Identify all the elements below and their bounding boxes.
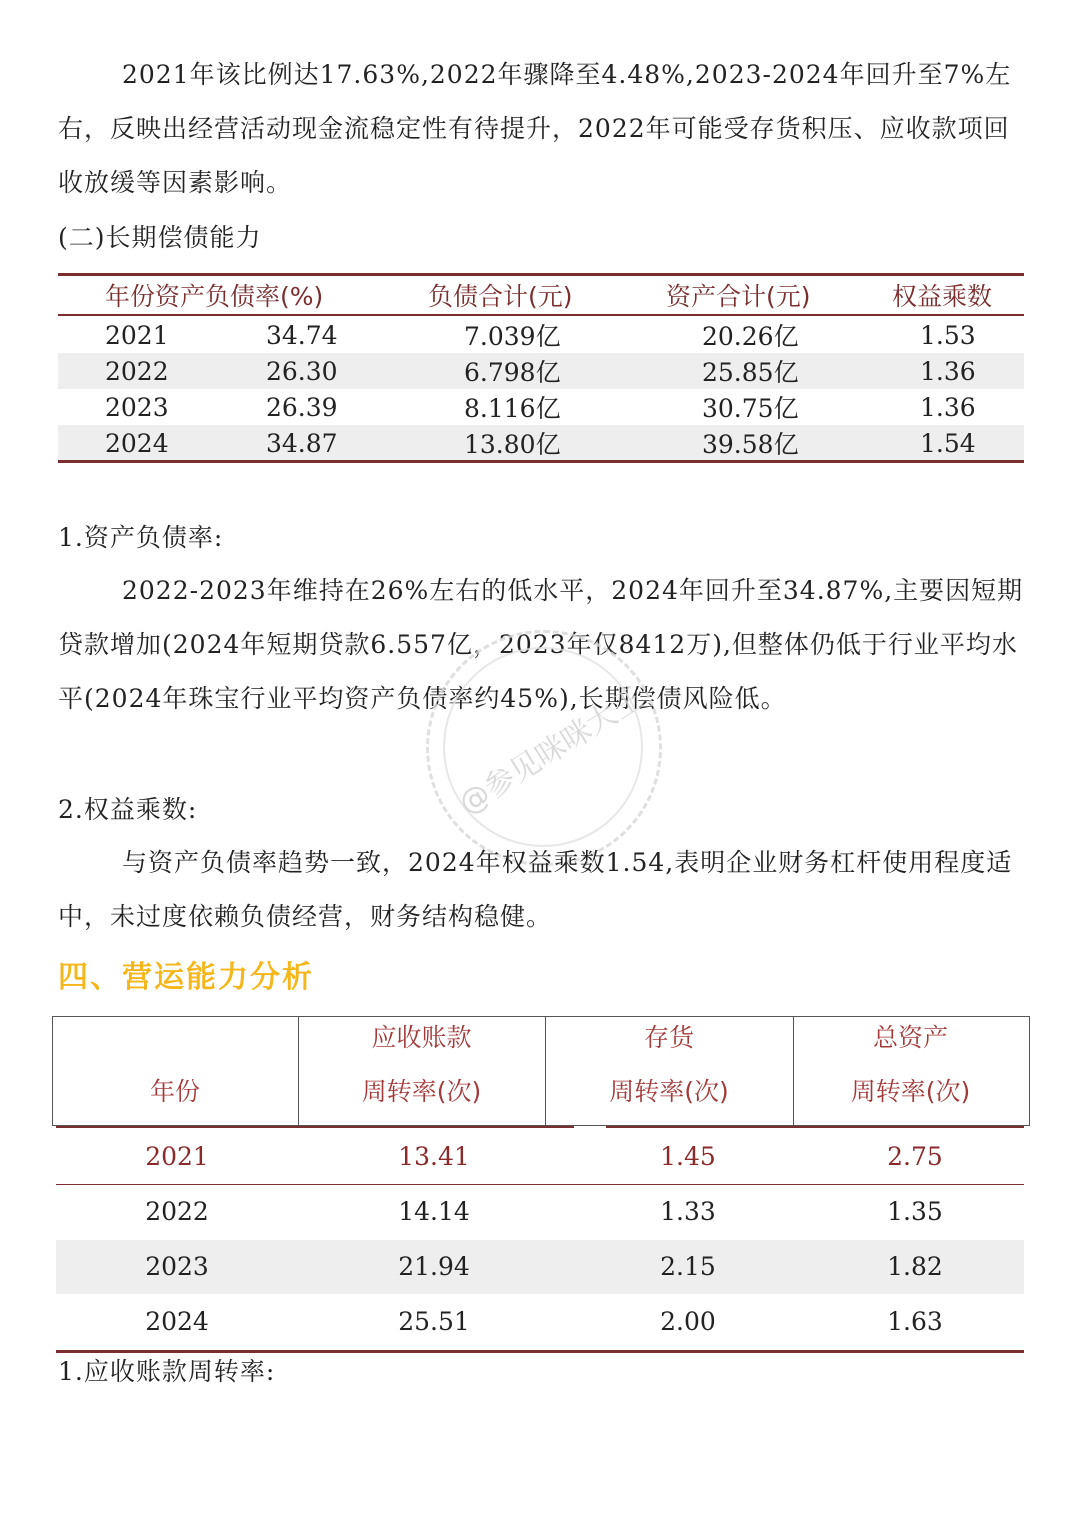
table-row xyxy=(56,1130,1024,1184)
table-row xyxy=(58,353,1024,389)
header-year: 年份 xyxy=(149,1077,200,1106)
equity-multiplier-paragraph: 与资产负债率趋势一致，2024年权益乘数1.54,表明企业财务杠杆使用程度适中，未过度依赖负债经营，财务结构稳健。 xyxy=(58,848,1013,931)
header-assets: 资产合计(元) xyxy=(666,282,811,311)
cell-liabilities: 8.116亿 xyxy=(464,394,561,423)
cell-assets: 1.82 xyxy=(887,1252,943,1281)
table-header-row xyxy=(58,277,1024,313)
header-year-ratio: 年份资产负债率(%) xyxy=(105,282,324,311)
cell-receivable: 25.51 xyxy=(398,1307,470,1336)
intro-paragraph: 2021年该比例达17.63%,2022年骤降至4.48%,2023-2024年回升至7%左右，反映出经营活动现金流稳定性有待提升，2022年可能受存货积压、应收款项回收放缓等因素影响。 xyxy=(58,60,1012,197)
cell-assets: 30.75亿 xyxy=(702,394,799,423)
debt-ratio-title: 1.资产负债率: xyxy=(58,523,224,552)
cell-year: 2022 xyxy=(105,356,169,386)
table-row xyxy=(56,1295,1024,1349)
cell-assets: 20.26亿 xyxy=(702,322,799,351)
header-inventory-top: 存货 xyxy=(643,1023,694,1052)
cell-assets: 1.63 xyxy=(887,1307,943,1336)
equity-multiplier-title: 2.权益乘数: xyxy=(58,795,198,824)
cell-liabilities: 13.80亿 xyxy=(464,430,561,459)
table-row xyxy=(58,317,1024,353)
cell-ratio: 26.30 xyxy=(266,356,338,386)
cell-receivable: 13.41 xyxy=(398,1142,470,1171)
cell-assets: 1.35 xyxy=(887,1197,943,1226)
table-bottom-rule xyxy=(58,460,1024,463)
cell-ratio: 34.74 xyxy=(266,320,338,350)
cell-assets: 2.75 xyxy=(887,1142,943,1171)
header-assets-top: 总资产 xyxy=(872,1023,948,1052)
cell-ratio: 34.87 xyxy=(266,428,338,458)
table-top-rule xyxy=(58,273,1024,276)
long-term-title: (二)长期偿债能力 xyxy=(58,223,262,252)
watermark-text: @参见咪咪大王 xyxy=(452,680,650,822)
cell-liabilities: 7.039亿 xyxy=(464,322,561,351)
debt-ratio-paragraph: 2022-2023年维持在26%左右的低水平，2024年回升至34.87%,主要因短期贷款增加(2024年短期贷款6.557亿，2023年仅8412万),但整体仍低于行业平均水平(2024年珠宝行业平均资产负债率约45%),长期偿债风险低。 xyxy=(58,576,1024,713)
cell-inventory: 2.15 xyxy=(660,1252,716,1281)
cell-multiplier: 1.36 xyxy=(920,392,976,422)
cell-year: 2022 xyxy=(145,1197,209,1226)
section-title: 四、营运能力分析 xyxy=(58,960,314,995)
header-receivable-bottom: 周转率(次) xyxy=(361,1077,482,1106)
cell-receivable: 21.94 xyxy=(398,1252,470,1281)
cell-assets: 39.58亿 xyxy=(702,430,799,459)
header-liabilities: 负债合计(元) xyxy=(428,282,573,311)
cell-year: 2021 xyxy=(145,1142,209,1171)
cell-inventory: 1.33 xyxy=(660,1197,716,1226)
header-underline xyxy=(56,1126,574,1128)
header-underline xyxy=(606,1126,1024,1128)
table-header-rule xyxy=(58,314,1024,316)
header-multiplier: 权益乘数 xyxy=(892,282,993,311)
cell-year: 2024 xyxy=(145,1307,209,1336)
cell-multiplier: 1.53 xyxy=(920,320,976,350)
cell-liabilities: 6.798亿 xyxy=(464,358,561,387)
cell-year: 2024 xyxy=(105,428,169,458)
table-row xyxy=(56,1185,1024,1239)
cell-inventory: 1.45 xyxy=(660,1142,716,1171)
watermark-stamp xyxy=(426,630,662,866)
cell-assets: 25.85亿 xyxy=(702,358,799,387)
cell-multiplier: 1.36 xyxy=(920,356,976,386)
cell-multiplier: 1.54 xyxy=(920,428,976,458)
table-row xyxy=(56,1240,1024,1294)
cell-year: 2023 xyxy=(105,392,169,422)
header-inventory-bottom: 周转率(次) xyxy=(609,1077,729,1106)
cell-year: 2023 xyxy=(145,1252,209,1281)
cell-inventory: 2.00 xyxy=(660,1307,716,1336)
cell-ratio: 26.39 xyxy=(266,392,338,422)
cell-year: 2021 xyxy=(105,320,169,350)
header-assets-bottom: 周转率(次) xyxy=(850,1077,971,1106)
table-row xyxy=(58,389,1024,425)
header-receivable-top: 应收账款 xyxy=(371,1023,472,1052)
cell-receivable: 14.14 xyxy=(398,1197,470,1226)
receivable-heading: 1.应收账款周转率: xyxy=(58,1357,276,1386)
table-row xyxy=(58,425,1024,461)
